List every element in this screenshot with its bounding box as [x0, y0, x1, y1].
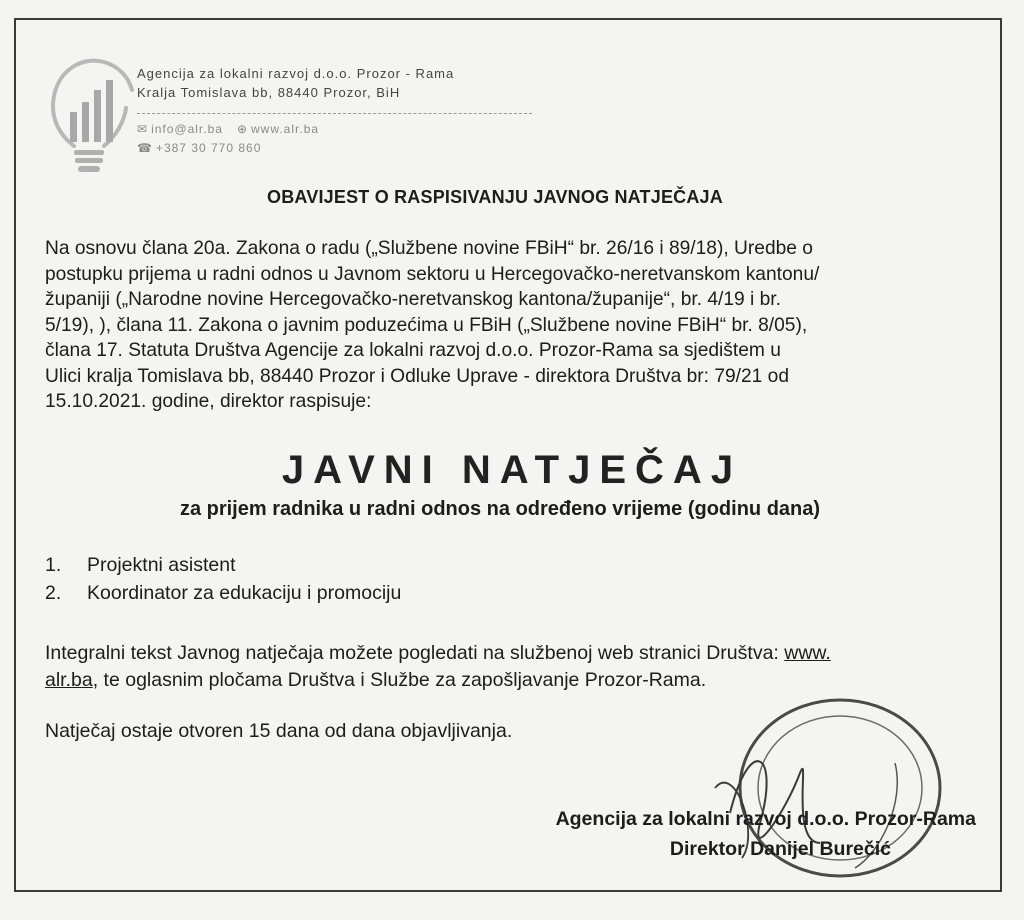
position-item [45, 579, 401, 607]
intro-line: Ulici kralja Tomislava bb, 88440 Prozor i Odluke Uprave - direktora Društva br: 79/21 od [45, 365, 790, 387]
email-contact [137, 120, 223, 139]
signature-block [556, 804, 976, 864]
full-text-note [45, 640, 985, 694]
envelope-icon: ✉ [137, 122, 149, 136]
globe-icon: ⊕ [236, 122, 249, 136]
position-number: 2. [45, 582, 62, 604]
agency-logo-icon [44, 50, 134, 180]
note-line-2 [45, 667, 985, 694]
email-address: info@alr.ba [151, 122, 223, 136]
intro-paragraph [45, 236, 975, 415]
phone-contact [137, 139, 261, 158]
website-address: www.alr.ba [251, 122, 320, 136]
phone-number: +387 30 770 860 [155, 141, 262, 155]
note-text: Integralni tekst Javnog natječaja možete pogledati na službenoj web stranici Društva: [45, 642, 785, 664]
intro-line: člana 17. Statuta Društva Agencije za lokalni razvoj d.o.o. Prozor-Rama sa sjedištem u [45, 340, 781, 361]
intro-line: 5/19), ), člana 11. Zakona o javnim poduzećima u FBiH („Službene novine FBiH“ br. 8/05), [45, 314, 808, 336]
header-divider [137, 113, 532, 114]
position-item [45, 551, 401, 579]
organization-address: Kralja Tomislava bb, 88440 Prozor, BiH [137, 85, 401, 100]
website-link[interactable]: www. [784, 642, 831, 664]
contact-info [137, 120, 319, 158]
competition-heading: JAVNI NATJEČAJ [281, 448, 743, 492]
organization-info [137, 64, 557, 102]
website-link-continued[interactable]: alr.ba [45, 669, 93, 691]
intro-line: županiji („Narodne novine Hercegovačko-neretvanskog kantona/županije“, br. 4/19 i br. [45, 289, 781, 310]
intro-line: 15.10.2021. godine, direktor raspisuje: [45, 391, 372, 412]
web-contact [237, 120, 319, 139]
note-line-1 [45, 640, 985, 667]
position-label: Koordinator za edukaciju i promociju [87, 582, 402, 604]
position-number: 1. [45, 554, 62, 576]
competition-subtitle: za prijem radnika u radni odnos na određeno vrijeme (godinu dana) [179, 498, 821, 520]
organization-name: Agencija za lokalni razvoj d.o.o. Prozor - Rama [137, 66, 455, 81]
notice-title: OBAVIJEST O RASPISIVANJU JAVNOG NATJEČAJA [267, 187, 723, 207]
intro-line: Na osnovu člana 20a. Zakona o radu („Službene novine FBiH“ br. 26/16 i 89/18), Uredbe o [45, 238, 813, 259]
position-label: Projektni asistent [87, 554, 236, 576]
open-period-text: Natječaj ostaje otvoren 15 dana od dana objavljivanja. [45, 720, 513, 742]
note-text-end: , te oglasnim pločama Društva i Službe za zapošljavanje Prozor-Rama. [92, 669, 707, 691]
signature-organization: Agencija za lokalni razvoj d.o.o. Prozor-Rama [555, 808, 976, 830]
signature-director: Direktor Danijel Burečić [669, 838, 891, 860]
phone-icon: ☎ [137, 141, 153, 155]
intro-line: postupku prijema u radni odnos u Javnom sektoru u Hercegovačko-neretvanskom kantonu/ [45, 263, 820, 285]
positions-list [45, 551, 401, 607]
